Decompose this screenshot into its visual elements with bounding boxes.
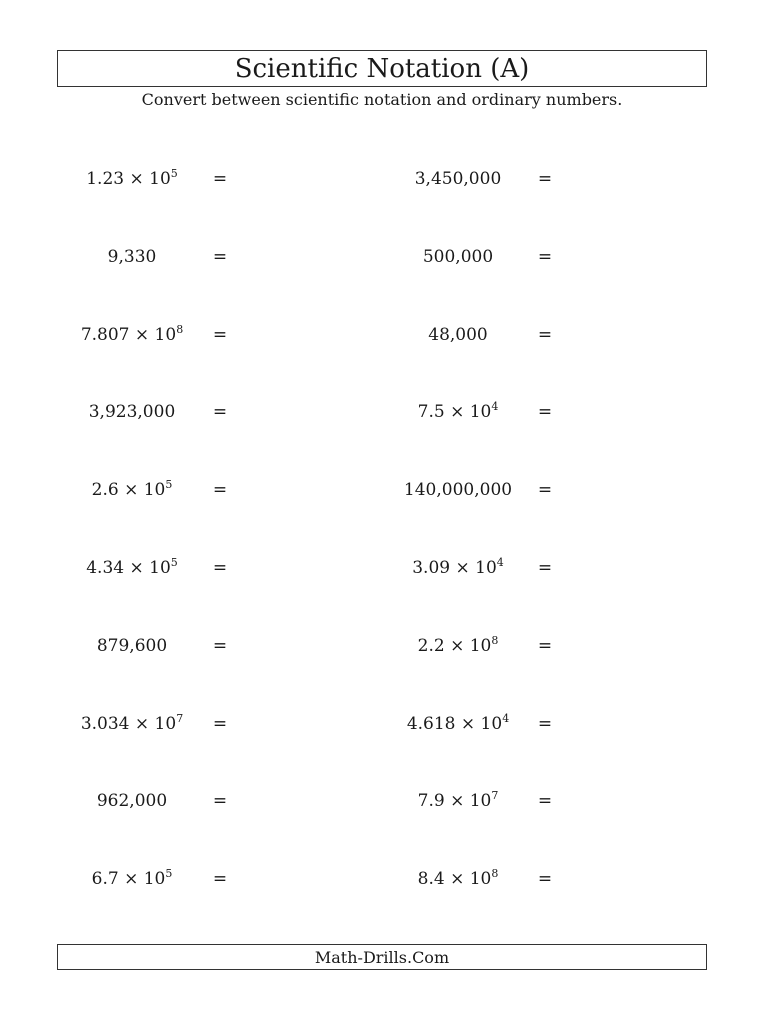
right-problem [388, 397, 528, 427]
times-sign: × [455, 558, 470, 578]
times-sign: × [124, 480, 139, 501]
mantissa: 2.2 [417, 635, 445, 656]
problem-row [0, 242, 768, 272]
ordinary-number: 3,923,000 [88, 402, 176, 423]
worksheet-instructions: Convert between scientific notation and ordinary numbers. [141, 90, 623, 109]
exponent: 5 [165, 867, 173, 881]
exponent: 4 [491, 400, 499, 414]
left-problem [62, 631, 202, 661]
right-problem [388, 553, 528, 583]
exponent: 8 [176, 322, 184, 336]
ordinary-number: 3,450,000 [414, 169, 502, 189]
power-base: 10 [154, 324, 177, 345]
exponent: 5 [170, 556, 178, 569]
left-equals-sign: = [212, 869, 228, 890]
right-equals-sign: = [537, 402, 553, 423]
left-equals-sign: = [212, 402, 228, 423]
right-equals-sign: = [537, 635, 553, 656]
left-equals-sign: = [212, 635, 228, 656]
power-base: 10 [469, 635, 492, 656]
mantissa: 7.807 [80, 324, 130, 345]
exponent: 8 [491, 633, 499, 647]
times-sign: × [134, 713, 150, 734]
right-equals-sign: = [537, 791, 553, 812]
problem-row [0, 397, 768, 427]
problem-row [0, 164, 768, 194]
problem-row [0, 864, 768, 894]
left-problem [62, 864, 202, 894]
right-problem [388, 242, 528, 272]
power-base: 10 [143, 869, 166, 890]
exponent: 5 [165, 478, 173, 492]
left-problem [62, 397, 202, 427]
right-problem [388, 786, 528, 816]
times-sign: × [450, 635, 465, 656]
ordinary-number: 140,000,000 [403, 480, 513, 501]
power-base: 10 [149, 169, 171, 189]
times-sign: × [450, 869, 465, 890]
right-equals-sign: = [537, 480, 553, 501]
right-problem [388, 164, 528, 194]
power-base: 10 [469, 869, 492, 890]
right-equals-sign: = [537, 169, 553, 189]
right-equals-sign: = [537, 869, 553, 890]
left-equals-sign: = [212, 791, 228, 812]
right-problem [388, 709, 528, 739]
problem-row [0, 320, 768, 350]
power-base: 10 [469, 402, 492, 423]
ordinary-number: 9,330 [107, 246, 157, 267]
ordinary-number: 879,600 [96, 635, 168, 656]
times-sign: × [450, 402, 465, 423]
right-problem [388, 631, 528, 661]
problem-row [0, 475, 768, 505]
left-equals-sign: = [212, 246, 228, 267]
ordinary-number: 500,000 [422, 246, 494, 267]
left-problem [62, 709, 202, 739]
exponent: 7 [176, 711, 184, 725]
mantissa: 1.23 [86, 169, 125, 189]
problem-row [0, 786, 768, 816]
times-sign: × [129, 169, 144, 189]
left-problem [62, 320, 202, 350]
power-base: 10 [143, 480, 166, 501]
footer-box [57, 944, 707, 970]
power-base: 10 [469, 791, 492, 812]
mantissa: 3.09 [412, 558, 451, 578]
mantissa: 3.034 [80, 713, 130, 734]
times-sign: × [450, 791, 465, 812]
worksheet-title: Scientific Notation (A) [234, 53, 530, 84]
left-problem [62, 164, 202, 194]
ordinary-number: 48,000 [428, 324, 488, 345]
left-problem [62, 553, 202, 583]
power-base: 10 [149, 558, 171, 578]
times-sign: × [134, 324, 150, 345]
problem-row [0, 631, 768, 661]
times-sign: × [460, 713, 476, 734]
worksheet-title-box [57, 50, 707, 87]
exponent: 4 [496, 556, 504, 569]
right-equals-sign: = [537, 558, 553, 578]
right-problem [388, 864, 528, 894]
mantissa: 8.4 [417, 869, 445, 890]
left-equals-sign: = [212, 480, 228, 501]
left-problem [62, 475, 202, 505]
times-sign: × [129, 558, 144, 578]
exponent: 8 [491, 867, 499, 881]
left-equals-sign: = [212, 713, 228, 734]
power-base: 10 [154, 713, 177, 734]
right-problem [388, 320, 528, 350]
ordinary-number: 962,000 [96, 791, 168, 812]
mantissa: 4.618 [406, 713, 456, 734]
left-equals-sign: = [212, 169, 228, 189]
mantissa: 7.9 [417, 791, 445, 812]
mantissa: 6.7 [91, 869, 119, 890]
footer-text: Math-Drills.Com [314, 947, 450, 967]
exponent: 7 [491, 789, 499, 803]
left-equals-sign: = [212, 324, 228, 345]
right-equals-sign: = [537, 324, 553, 345]
left-problem [62, 242, 202, 272]
right-equals-sign: = [537, 246, 553, 267]
left-equals-sign: = [212, 558, 228, 578]
right-equals-sign: = [537, 713, 553, 734]
problem-row [0, 709, 768, 739]
exponent: 5 [170, 167, 178, 180]
power-base: 10 [480, 713, 503, 734]
exponent: 4 [502, 711, 510, 725]
mantissa: 7.5 [417, 402, 445, 423]
right-problem [388, 475, 528, 505]
mantissa: 2.6 [91, 480, 119, 501]
mantissa: 4.34 [86, 558, 125, 578]
times-sign: × [124, 869, 139, 890]
left-problem [62, 786, 202, 816]
problem-row [0, 553, 768, 583]
power-base: 10 [475, 558, 497, 578]
